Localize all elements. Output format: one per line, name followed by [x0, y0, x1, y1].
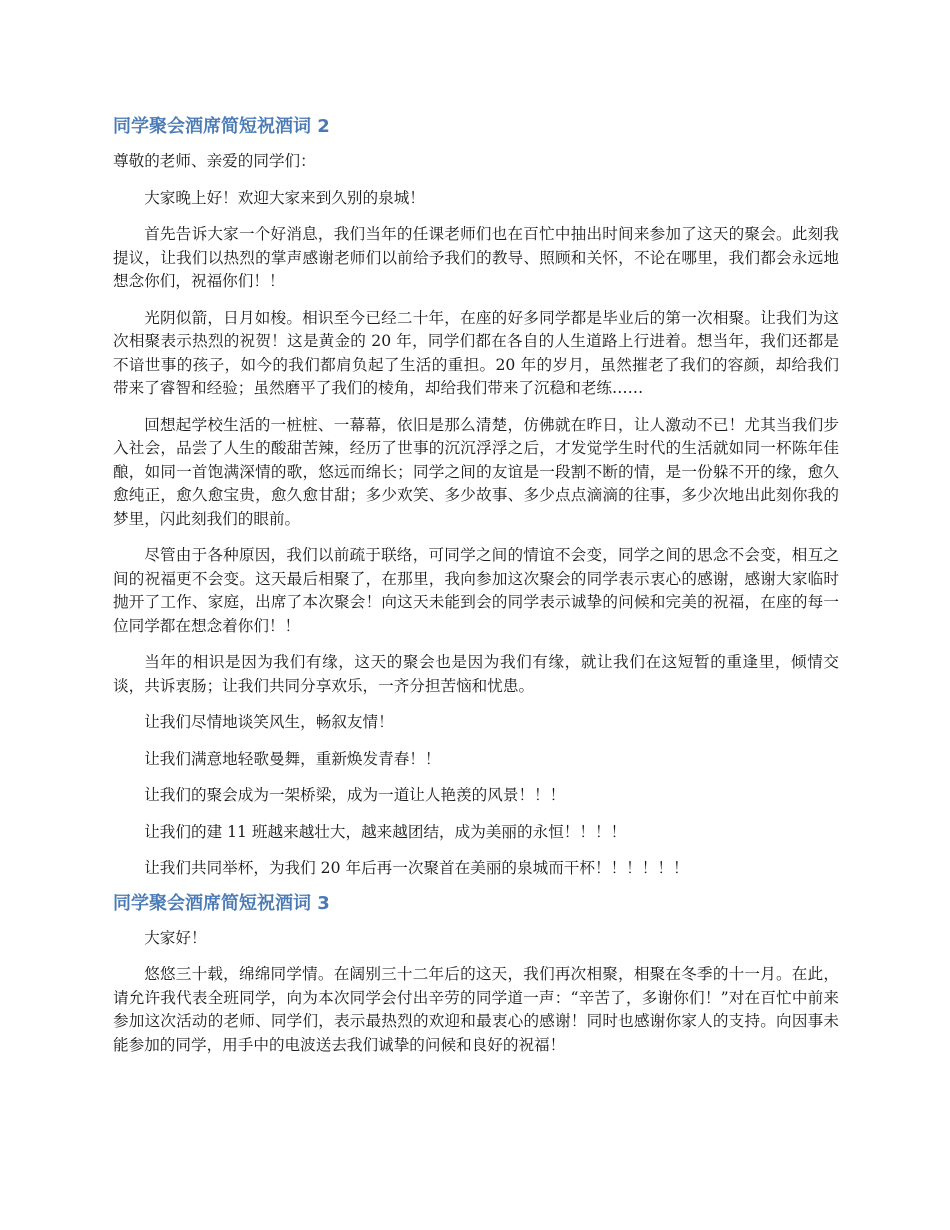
salutation: 尊敬的老师、亲爱的同学们：	[113, 152, 316, 170]
paragraph: 悠悠三十载，绵绵同学情。在阔别三十二年后的这天，我们再次相聚，相聚在冬季的十一月。在此，请允许我代表全班同学，向为本次同学会付出辛劳的同学道一声：“辛苦了，多谢你们！”对在百忙中前来参加这次活动的老师、同学们，表示最热烈的欢迎和最衷心的感谢！同时也感谢你家人的支持。向因事未能参加的同学，用手中的电波送去我们诚挚的问候和良好的祝福！	[113, 965, 839, 1054]
section-title-3: 同学聚会酒席简短祝酒词 3	[113, 892, 330, 914]
paragraph: 尽管由于各种原因，我们以前疏于联络，可同学之间的情谊不会变，同学之间的思念不会变，相互之间的祝福更不会变。这天最后相聚了，在那里，我向参加这次聚会的同学表示衷心的感谢，感谢大家临时抛开了工作、家庭，出席了本次聚会！向这天未能到会的同学表示诚挚的问候和完美的祝福，在座的每一位同学都在想念着你们！！	[113, 546, 839, 635]
paragraph: 首先告诉大家一个好消息，我们当年的任课老师们也在百忙中抽出时间来参加了这天的聚会。此刻我提议，让我们以热烈的掌声感谢老师们以前给予我们的教导、照顾和关怀，不论在哪里，我们都会永远地想念你们，祝福你们！！	[113, 225, 839, 290]
paragraph: 回想起学校生活的一桩桩、一幕幕，依旧是那么清楚，仿佛就在昨日，让人激动不已！尤其当我们步入社会，品尝了人生的酸甜苦辣，经历了世事的沉沉浮浮之后，才发觉学生时代的生活就如同一杯陈年佳酿，如同一首饱满深情的歌，悠远而绵长；同学之间的友谊是一段割不断的情，是一份躲不开的缘，愈久愈纯正，愈久愈宝贵，愈久愈甘甜；多少欢笑、多少故事、多少点点滴滴的往事，多少次地出此刻你我的梦里，闪此刻我们的眼前。	[113, 415, 839, 528]
paragraph: 大家晚上好！欢迎大家来到久别的泉城！	[144, 188, 425, 207]
section-title-2: 同学聚会酒席简短祝酒词 2	[113, 116, 330, 137]
paragraph: 让我们共同举杯，为我们 20 年后再一次聚首在美丽的泉城而干杯！！！！！！	[144, 859, 689, 877]
paragraph: 让我们的聚会成为一架桥梁，成为一道让人艳羡的风景！！！	[144, 786, 566, 804]
document-page	[113, 112, 839, 1057]
paragraph: 让我们尽情地谈笑风生，畅叙友情！	[144, 713, 394, 731]
paragraph: 大家好！	[144, 928, 207, 947]
paragraph: 光阴似箭，日月如梭。相识至今已经二十年，在座的好多同学都是毕业后的第一次相聚。让我们为这次相聚表示热烈的祝贺！这是黄金的 20 年，同学们都在各自的人生道路上行进着。想当年，我们还都是不谙世事的孩子，如今的我们都肩负起了生活的重担。20 年的岁月，虽然摧老了我们的容颜，却给我们带来了睿智和经验；虽然磨平了我们的棱角，却给我们带来了沉稳和老练……	[113, 308, 839, 397]
paragraph: 让我们的建 11 班越来越壮大，越来越团结，成为美丽的永恒！！！！	[144, 822, 627, 841]
paragraph: 当年的相识是因为我们有缘，这天的聚会也是因为我们有缘，就让我们在这短暂的重逢里，倾情交谈，共诉衷肠；让我们共同分享欢乐，一齐分担苦恼和忧患。	[113, 653, 839, 695]
paragraph: 让我们满意地轻歌曼舞，重新焕发青春！！	[144, 749, 441, 768]
